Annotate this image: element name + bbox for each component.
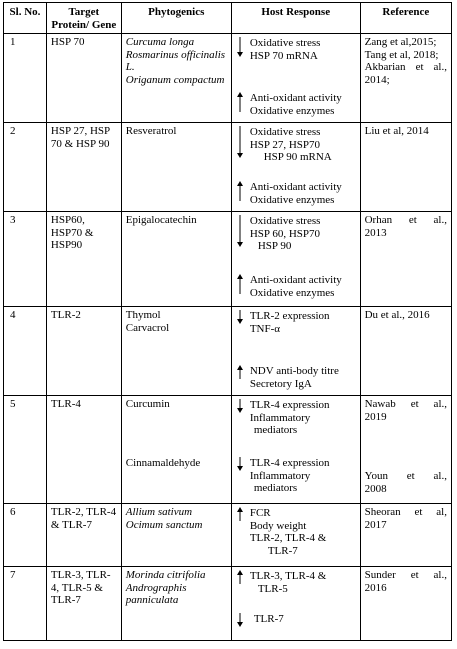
header-phytogenics: Phytogenics (121, 3, 231, 34)
host-response-cell: TLR-2 expression TNF-α NDV anti-body titre Secretory IgA (231, 307, 360, 396)
arrow-down-icon (237, 613, 243, 627)
arrow-up-icon (237, 365, 243, 379)
arrow-down-icon (237, 215, 243, 247)
header-sl-no: Sl. No. (4, 3, 47, 34)
target-gene: TLR-2 (46, 307, 121, 396)
reference-cell: Orhan et al., 2013 (360, 212, 451, 307)
target-gene: TLR-4 (46, 396, 121, 504)
row-number: 2 (4, 123, 47, 212)
phytogenics-table (3, 2, 452, 641)
phytogenics-cell: Allium sativum Ocimum sanctum (121, 504, 231, 567)
host-response-cell: FCR Body weight TLR-2, TLR-4 & TLR-7 (231, 504, 360, 567)
phytogenics-cell: Epigalocatechin (121, 212, 231, 307)
row-number: 5 (4, 396, 47, 504)
header-target: Target Protein/ Gene (46, 3, 121, 34)
table-row (4, 307, 452, 396)
arrow-down-icon (237, 37, 243, 57)
host-response-cell: Oxidative stress HSP 60, HSP70 HSP 90 Anti-oxidant activity Oxidative enzymes (231, 212, 360, 307)
row-number: 4 (4, 307, 47, 396)
table-row (4, 504, 452, 567)
table-row (4, 567, 452, 641)
phytogenics-cell: Thymol Carvacrol (121, 307, 231, 396)
header-row (4, 3, 452, 34)
reference-cell: Sheoran et al, 2017 (360, 504, 451, 567)
host-response-cell: Oxidative stress HSP 70 mRNA Anti-oxidant activity Oxidative enzymes (231, 34, 360, 123)
row-number: 7 (4, 567, 47, 641)
phytogenics-cell: Resveratrol (121, 123, 231, 212)
arrow-down-icon (237, 310, 243, 324)
table-row (4, 396, 452, 504)
target-gene: HSP60, HSP70 & HSP90 (46, 212, 121, 307)
arrow-down-icon (237, 457, 243, 471)
arrow-up-icon (237, 570, 243, 584)
row-number: 3 (4, 212, 47, 307)
arrow-up-icon (237, 92, 243, 112)
target-gene: TLR-3, TLR-4, TLR-5 & TLR-7 (46, 567, 121, 641)
reference-cell: Zang et al,2015; Tang et al, 2018; Akbarian et al., 2014; (360, 34, 451, 123)
host-response-cell: Oxidative stress HSP 27, HSP70 HSP 90 mRNA Anti-oxidant activity Oxidative enzymes (231, 123, 360, 212)
target-gene: TLR-2, TLR-4 & TLR-7 (46, 504, 121, 567)
reference-cell: Sunder et al., 2016 (360, 567, 451, 641)
arrow-down-icon (237, 399, 243, 413)
arrow-up-icon (237, 507, 243, 521)
host-response-cell: TLR-3, TLR-4 & TLR-5 TLR-7 (231, 567, 360, 641)
header-host-response: Host Response (231, 3, 360, 34)
arrow-up-icon (237, 274, 243, 294)
phytogenics-cell: Curcuma longa Rosmarinus officinalis L. Origanum compactum (121, 34, 231, 123)
row-number: 1 (4, 34, 47, 123)
reference-cell: Liu et al, 2014 (360, 123, 451, 212)
header-reference: Reference (360, 3, 451, 34)
arrow-down-icon (237, 126, 243, 158)
host-response-cell: TLR-4 expression Inflammatory mediators TLR-4 expression Inflammatory mediators (231, 396, 360, 504)
row-number: 6 (4, 504, 47, 567)
table-row (4, 212, 452, 307)
arrow-up-icon (237, 181, 243, 201)
phytogenics-cell: Curcumin Cinnamaldehyde (121, 396, 231, 504)
reference-cell: Nawab et al., 2019 Youn et al., 2008 (360, 396, 451, 504)
table-row (4, 34, 452, 123)
reference-cell: Du et al., 2016 (360, 307, 451, 396)
target-gene: HSP 27, HSP 70 & HSP 90 (46, 123, 121, 212)
target-gene: HSP 70 (46, 34, 121, 123)
phytogenics-cell: Morinda citrifolia Andrographis panniculata (121, 567, 231, 641)
table-row (4, 123, 452, 212)
